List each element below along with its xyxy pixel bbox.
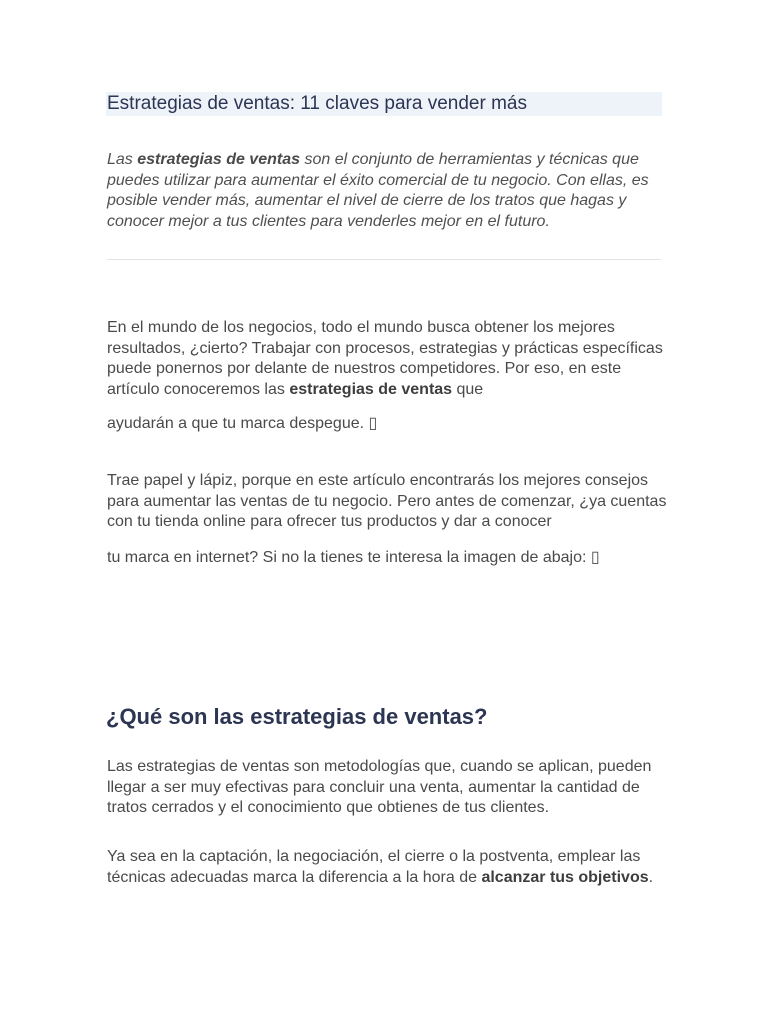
section-divider [107, 259, 661, 260]
paragraph-4 [107, 847, 667, 888]
paragraph-1-bold: estrategias de ventas [289, 380, 453, 398]
article-title: Estrategias de ventas: 11 claves para vender más [107, 93, 527, 114]
paragraph-1-start: En el mundo de los negocios, todo el mundo busca obtener los mejores resultados, ¿cierto? Trabajar con procesos, estrategias y prácticas específicas puede ponernos por delante de nuestros competidores. Por eso, en este artículo conoceremos las [107, 319, 663, 398]
missing-glyph-icon: ▯ [368, 415, 378, 432]
missing-glyph-icon: ▯ [590, 549, 600, 566]
intro-bold-term: estrategias de ventas [137, 151, 300, 168]
intro-paragraph [107, 150, 667, 232]
paragraph-4-bold: alcanzar tus objetivos [481, 868, 649, 886]
paragraph-2-line-2-text: tu marca en internet? Si no la tienes te interesa la imagen de abajo: [107, 549, 591, 566]
paragraph-1-end: que [452, 380, 484, 398]
paragraph-2-line-2 [107, 548, 600, 568]
paragraph-1 [107, 318, 667, 400]
paragraph-2: Trae papel y lápiz, porque en este artículo encontrarás los mejores consejos para aumentar las ventas de tu negocio. Pero antes de comenzar, ¿ya cuentas con tu tienda online para ofrecer tus productos y dar a conocer [107, 472, 667, 530]
paragraph-3: Las estrategias de ventas son metodologías que, cuando se aplican, pueden llegar a ser muy efectivas para concluir una venta, aumentar la cantidad de tratos cerrados y el conocimiento que obtienes de tus clientes. [107, 758, 652, 816]
intro-text-start: Las [107, 151, 138, 168]
paragraph-4-end: . [648, 868, 654, 886]
section-heading: ¿Qué son las estrategias de ventas? [106, 704, 488, 729]
paragraph-1-line-2 [107, 414, 377, 434]
paragraph-4-start: Ya sea en la captación, la negociación, el cierre o la postventa, emplear las técnicas adecuadas marca la diferencia a la hora de [107, 848, 641, 886]
intro-text-end: son el conjunto de herramientas y técnicas que puedes utilizar para aumentar el éxito comercial de tu negocio. Con ellas, es posible vender más, aumentar el nivel de cierre de los tratos que hagas y conocer mejor a tus clientes para venderles mejor en el futuro. [107, 151, 649, 230]
paragraph-1-line-2-text: ayudarán a que tu marca despegue. [107, 415, 369, 432]
